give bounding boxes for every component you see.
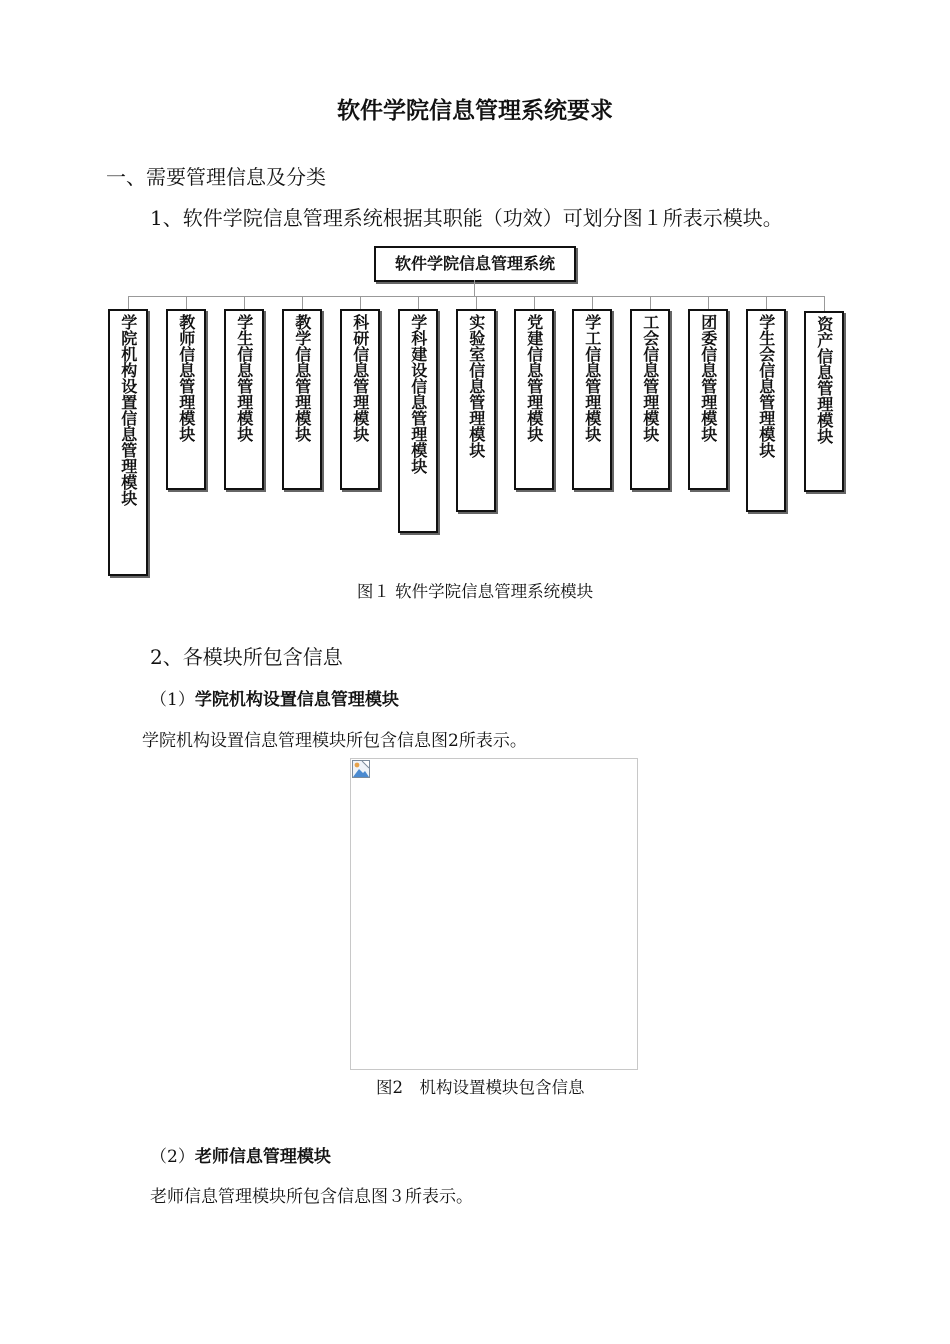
subsection-1-heading — [150, 685, 399, 710]
figure1-caption: 图１ 软件学院信息管理系统模块 — [356, 582, 594, 601]
subsection-2-title: 老师信息管理模块 — [194, 1147, 331, 1167]
figure2-image-placeholder — [350, 758, 638, 1070]
org-chart-connector-6 — [418, 296, 419, 309]
subsection-1-title: 学院机构设置信息管理模块 — [194, 690, 399, 710]
org-chart-connector-12 — [766, 296, 767, 309]
org-chart-module-7: 实验室信息管理模块 — [456, 309, 496, 512]
org-chart-module-13: 资产信息管理模块 — [804, 311, 844, 492]
document-title: 软件学院信息管理系统要求 — [337, 98, 613, 124]
org-chart-module-5: 科研信息管理模块 — [340, 309, 380, 490]
org-chart-module-10: 工会信息管理模块 — [630, 309, 670, 490]
org-chart-module-3: 学生信息管理模块 — [224, 309, 264, 490]
org-chart-module-11: 团委信息管理模块 — [688, 309, 728, 490]
org-chart-module-8: 党建信息管理模块 — [514, 309, 554, 490]
section-heading-1: 一、需要管理信息及分类 — [106, 165, 326, 189]
paragraph-modules-intro: 1、软件学院信息管理系统根据其职能（功效）可划分图１所表示模块。 — [150, 206, 783, 230]
org-chart-module-2: 教师信息管理模块 — [166, 309, 206, 490]
org-chart-connector-10 — [650, 296, 651, 309]
org-chart-connector-vertical — [474, 280, 475, 296]
org-chart-module-9: 学工信息管理模块 — [572, 309, 612, 490]
org-chart-connector-11 — [708, 296, 709, 309]
org-chart-connector-8 — [534, 296, 535, 309]
subsection-2-heading — [150, 1142, 331, 1167]
org-chart-module-6: 学科建设信息管理模块 — [398, 309, 438, 533]
org-chart-connector-5 — [360, 296, 361, 309]
subsection-2-number: （2） — [150, 1147, 195, 1167]
org-chart-connector-1 — [128, 296, 129, 309]
org-chart-module-12: 学生会信息管理模块 — [746, 309, 786, 512]
org-chart-module-1: 学院机构设置信息管理模块 — [108, 309, 148, 576]
subsection-1-description: 学院机构设置信息管理模块所包含信息图2所表示。 — [142, 731, 527, 751]
figure2-caption: 图2 机构设置模块包含信息 — [376, 1078, 585, 1097]
org-chart-connector-2 — [186, 296, 187, 309]
org-chart-connector-13 — [824, 296, 825, 311]
subsection-1-number: （1） — [150, 690, 195, 710]
org-chart-connector-7 — [476, 296, 477, 309]
org-chart-module-4: 教学信息管理模块 — [282, 309, 322, 490]
org-chart-connector-9 — [592, 296, 593, 309]
section-heading-2: 2、各模块所包含信息 — [150, 645, 343, 669]
org-chart-root: 软件学院信息管理系统 — [374, 246, 576, 282]
broken-image-icon — [352, 760, 370, 778]
subsection-2-description: 老师信息管理模块所包含信息图３所表示。 — [150, 1187, 473, 1207]
org-chart-connector-4 — [302, 296, 303, 309]
org-chart-connector-3 — [244, 296, 245, 309]
